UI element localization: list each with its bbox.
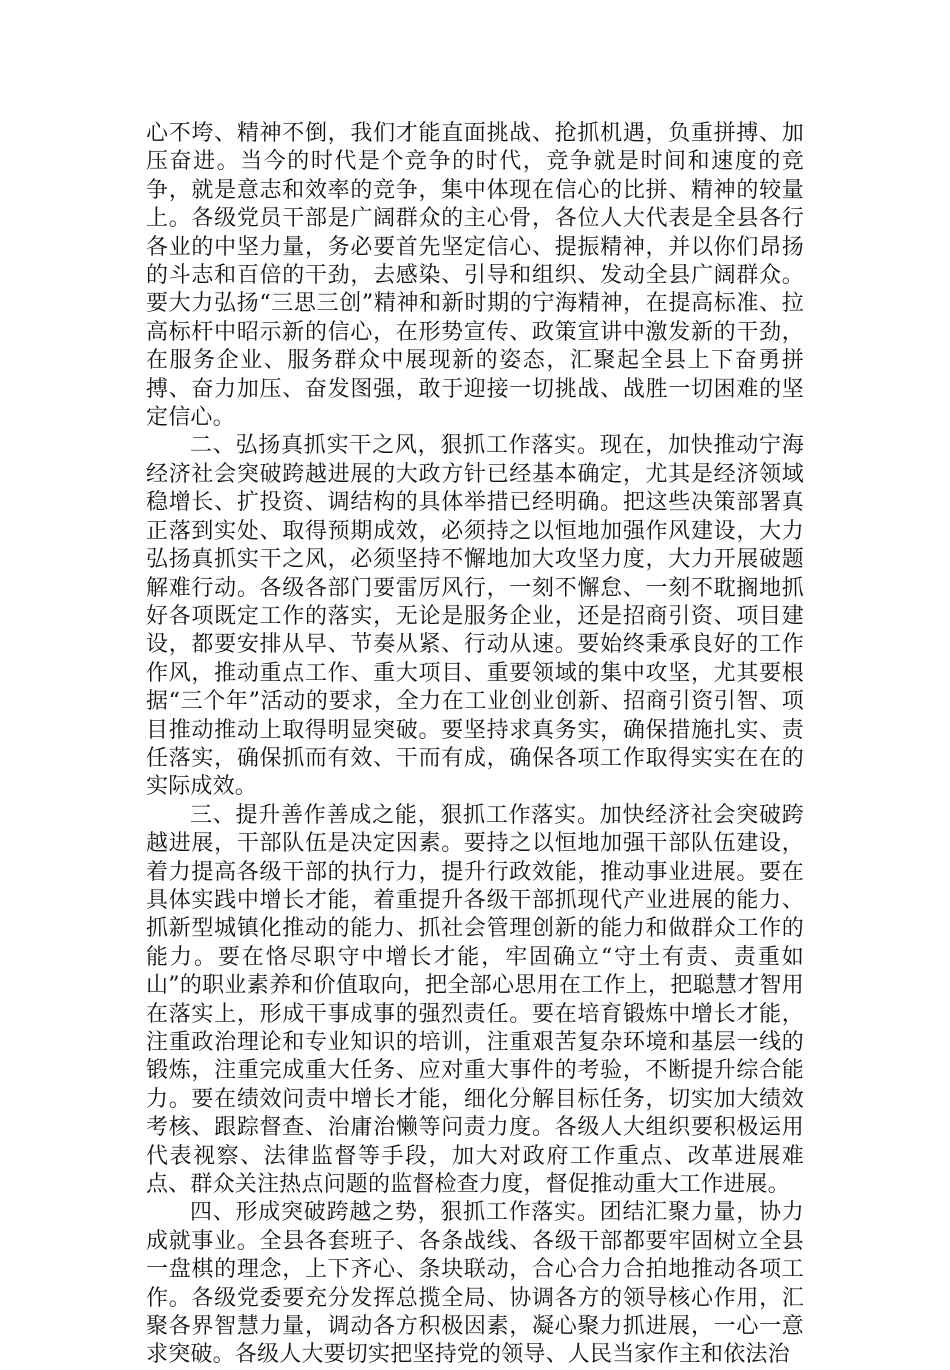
paragraph-section-three: 三、提升善作善成之能，狠抓工作落实。加快经济社会突破跨越进展，干部队伍是决定因素。要持之以恒地加强干部队伍建设，着力提高各级干部的执行力，提升行政效能，推动事业进展。要在具体实践中增长才能，着重提升各级干部抓现代产业进展的能力、抓新型城镇化推动的能力、抓社会管理创新的能力和做群众工作的能力。要在恪尽职守中增长才能，牢固确立“守土有责、责重如山”的职业素养和价值取向，把全部心思用在工作上，把聪慧才智用在落实上，形成干事成事的强烈责任。要在培育锻炼中增长才能，注重政治理论和专业知识的培训，注重艰苦复杂环境和基层一线的锻炼，注重完成重大任务、应对重大事件的考验，不断提升综合能力。要在绩效问责中增长才能，细化分解目标任务，切实加大绩效考核、跟踪督查、治庸治懒等问责力度。各级人大组织要积极运用代表视察、法律监督等手段，加大对政府工作重点、改革进展难点、群众关注热点问题的监督检查力度，督促推动重大工作进展。 <box>146 802 804 1198</box>
paragraph-continuation: 心不垮、精神不倒，我们才能直面挑战、抢抓机遇，负重拼搏、加压奋进。当今的时代是个竞争的时代，竞争就是时间和速度的竞争，就是意志和效率的竞争，集中体现在信心的比拼、精神的较量上。各级党员干部是广阔群众的主心骨，各位人大代表是全县各行各业的中坚力量，务必要首先坚定信心、提振精神，并以你们昂扬的斗志和百倍的干劲，去感染、引导和组织、发动全县广阔群众。要大力弘扬“三思三创”精神和新时期的宁海精神，在提高标准、拉高标杆中昭示新的信心，在形势宣传、政策宣讲中激发新的干劲，在服务企业、服务群众中展现新的姿态，汇聚起全县上下奋勇拼搏、奋力加压、奋发图强，敢于迎接一切挑战、战胜一切困难的坚定信心。 <box>146 121 804 431</box>
document-page <box>146 120 804 1370</box>
paragraph-section-four: 四、形成突破跨越之势，狠抓工作落实。团结汇聚力量，协力成就事业。全县各套班子、各条战线、各级干部都要牢固树立全县一盘棋的理念，上下齐心、条块联动，合心合力合拍地推动各项工作。各级党委要充分发挥总揽全局、协调各方的领导核心作用，汇聚各界智慧力量，调动各方积极因素，凝心聚力抓进展，一心一意求突破。各级人大要切实把坚持党的领导、人民当家作主和依法治 <box>146 1200 804 1368</box>
paragraph-section-two: 二、弘扬真抓实干之风，狠抓工作落实。现在，加快推动宁海经济社会突破跨越进展的大政方针已经基本确定，尤其是经济领域稳增长、扩投资、调结构的具体举措已经明确。把这些决策部署真正落到实处、取得预期成效，必须持之以恒地加强作风建设，大力弘扬真抓实干之风，必须坚持不懈地加大攻坚力度，大力开展破题解难行动。各级各部门要雷厉风行，一刻不懈怠、一刻不耽搁地抓好各项既定工作的落实，无论是服务企业，还是招商引资、项目建设，都要安排从早、节奏从紧、行动从速。要始终秉承良好的工作作风，推动重点工作、重大项目、重要领域的集中攻坚，尤其要根据“三个年”活动的要求，全力在工业创业创新、招商引资引智、项目推动推动上取得明显突破。要坚持求真务实，确保措施扎实、责任落实，确保抓而有效、干而有成，确保各项工作取得实实在在的实际成效。 <box>146 433 804 800</box>
